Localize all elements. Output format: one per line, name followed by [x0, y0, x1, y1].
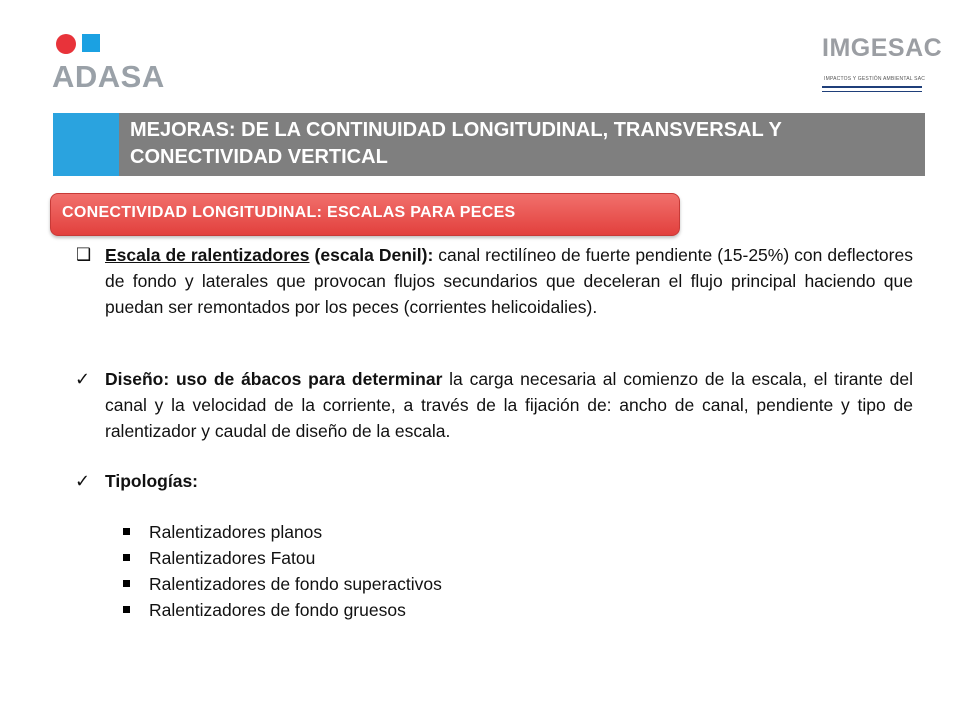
checkmark-icon: ✓: [75, 369, 91, 389]
logo-red-dot-icon: [56, 34, 76, 54]
logo-blue-square-icon: [82, 34, 100, 52]
tipologias-lead: Tipologías:: [105, 471, 199, 491]
list-item: [123, 546, 315, 570]
square-bullet-icon: [123, 580, 130, 587]
square-bullet-icon: [123, 554, 130, 561]
logo-underline-thin: [822, 91, 922, 92]
logo-underline: [822, 86, 922, 88]
escala-text: canal rectilíneo de fuerte pendiente (15-25%) con deflectores de fondo y laterales que provocan flujos secundarios que deceleran el flujo principal haciendo que puedan ser remontados por los peces (corrientes helicoidalies).: [105, 245, 913, 317]
diseno-text: la carga necesaria al comienzo de la escala, el tirante del canal y la velocidad de la corriente, a través de la fijación de: ancho de canal, pendiente y tipo de ralentizador y caudal de diseño de la escala.: [105, 369, 913, 441]
list-item: [123, 572, 442, 596]
escala-qualifier: (escala Denil):: [309, 245, 434, 265]
escala-term: Escala de ralentizadores: [105, 245, 310, 265]
list-item-label: Ralentizadores de fondo gruesos: [149, 600, 406, 620]
square-bullet-icon: [123, 606, 130, 613]
list-item: [123, 598, 406, 622]
slide-title-line2: CONECTIVIDAD VERTICAL: [130, 146, 388, 168]
section-label: CONECTIVIDAD LONGITUDINAL: ESCALAS PARA PECES: [62, 204, 516, 221]
slide-title-line1: MEJORAS: DE LA CONTINUIDAD LONGITUDINAL, TRANSVERSAL Y: [130, 119, 782, 141]
list-item: [123, 520, 322, 544]
square-bullet-icon: [123, 528, 130, 535]
slide-title: [130, 117, 920, 171]
adasa-logo: [52, 30, 182, 94]
square-bullet-icon: ❑: [76, 245, 92, 264]
imgesac-tagline: IMPACTOS Y GESTIÓN AMBIENTAL SAC: [824, 76, 926, 82]
title-accent-block: [53, 113, 119, 176]
diseno-lead: Diseño: uso de ábacos para determinar: [105, 369, 443, 389]
list-item-label: Ralentizadores Fatou: [149, 548, 316, 568]
diseno-paragraph: [105, 366, 913, 444]
list-item-label: Ralentizadores de fondo superactivos: [149, 574, 442, 594]
imgesac-wordmark: IMGESAC: [822, 34, 943, 62]
checkmark-icon: ✓: [75, 471, 91, 491]
adasa-wordmark: ADASA: [52, 59, 165, 94]
escala-paragraph: [105, 242, 913, 320]
tipologias-heading: [105, 468, 913, 494]
list-item-label: Ralentizadores planos: [149, 522, 323, 542]
imgesac-logo: [818, 34, 943, 98]
